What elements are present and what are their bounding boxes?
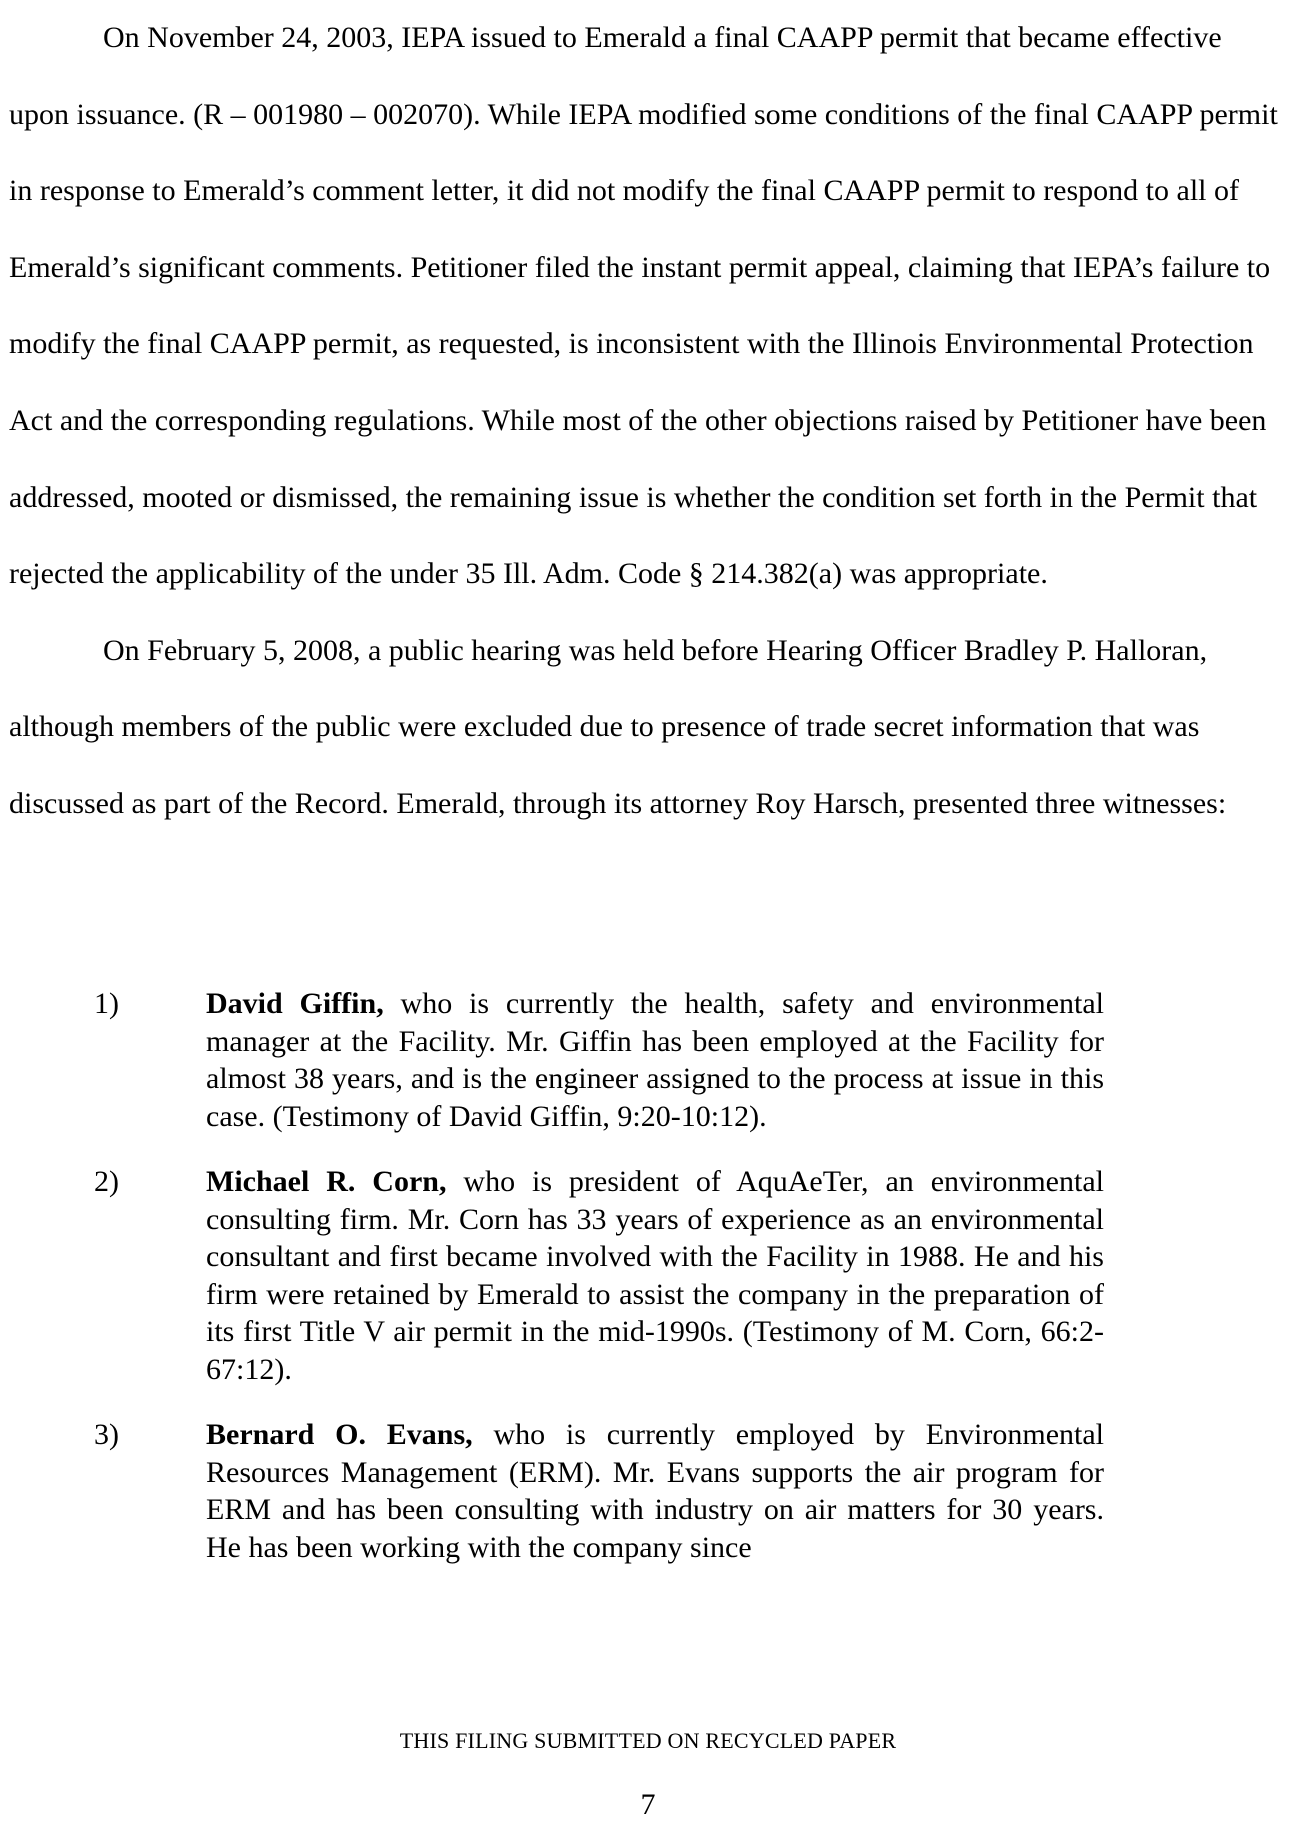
list-item-number: 1): [94, 987, 119, 1020]
list-item: [94, 985, 1104, 1135]
list-item-number: 3): [94, 1418, 119, 1451]
page-number: 7: [640, 1788, 656, 1821]
paragraph-public-hearing: On February 5, 2008, a public hearing was held before Hearing Officer Bradley P. Halloran, although members of the public were excluded due to presence of trade secret information that was discussed as part of the Record. Emerald, through its attorney Roy Harsch, presented three witnesses:: [9, 633, 1227, 820]
list-item-number: 2): [94, 1165, 119, 1198]
witness-name: David Giffin,: [206, 987, 384, 1020]
list-item-text: [206, 1163, 1104, 1388]
witness-list: [94, 985, 1104, 1594]
list-item-text: [206, 985, 1104, 1135]
list-item-text: [206, 1416, 1104, 1566]
recycled-paper-footer: THIS FILING SUBMITTED ON RECYCLED PAPER: [399, 1728, 897, 1753]
witness-description: who is president of AquAeTer, an environmental consulting firm. Mr. Corn has 33 years of experience as an environmental consultant and first became involved with the Facility in 1988. He and his firm were retained by Emerald to assist the company in the preparation of its first Title V air permit in the mid-1990s. (Testimony of M. Corn, 66:2-67:12).: [206, 1165, 1104, 1386]
witness-description: who is currently employed by Environmental Resources Management (ERM). Mr. Evans supports the air program for ERM and has been consulting with industry on air matters for 30 years. He has been working with the company since: [206, 1418, 1104, 1564]
witness-description: who is currently the health, safety and environmental manager at the Facility. Mr. Giffin has been employed at the Facility for almost 38 years, and is the engineer assigned to the process at issue in this case. (Testimony of David Giffin, 9:20-10:12).: [206, 987, 1104, 1133]
list-item: [94, 1416, 1104, 1566]
witness-name: Michael R. Corn,: [206, 1165, 447, 1198]
list-item: [94, 1163, 1104, 1388]
paragraph-permit-issuance: On November 24, 2003, IEPA issued to Emerald a final CAAPP permit that became effective upon issuance. (R – 001980 – 002070). While IEPA modified some conditions of the final CAAPP permit in response to Emerald’s comment letter, it did not modify the final CAAPP permit to respond to all of Emerald’s significant comments. Petitioner filed the instant permit appeal, claiming that IEPA’s failure to modify the final CAAPP permit, as requested, is inconsistent with the Illinois Environmental Protection Act and the corresponding regulations. While most of the other objections raised by Petitioner have been addressed, mooted or dismissed, the remaining issue is whether the condition set forth in the Permit that rejected the applicability of the under 35 Ill. Adm. Code § 214.382(a) was appropriate.: [9, 21, 1278, 591]
body-text: [9, 0, 1289, 843]
witness-name: Bernard O. Evans,: [206, 1418, 473, 1451]
